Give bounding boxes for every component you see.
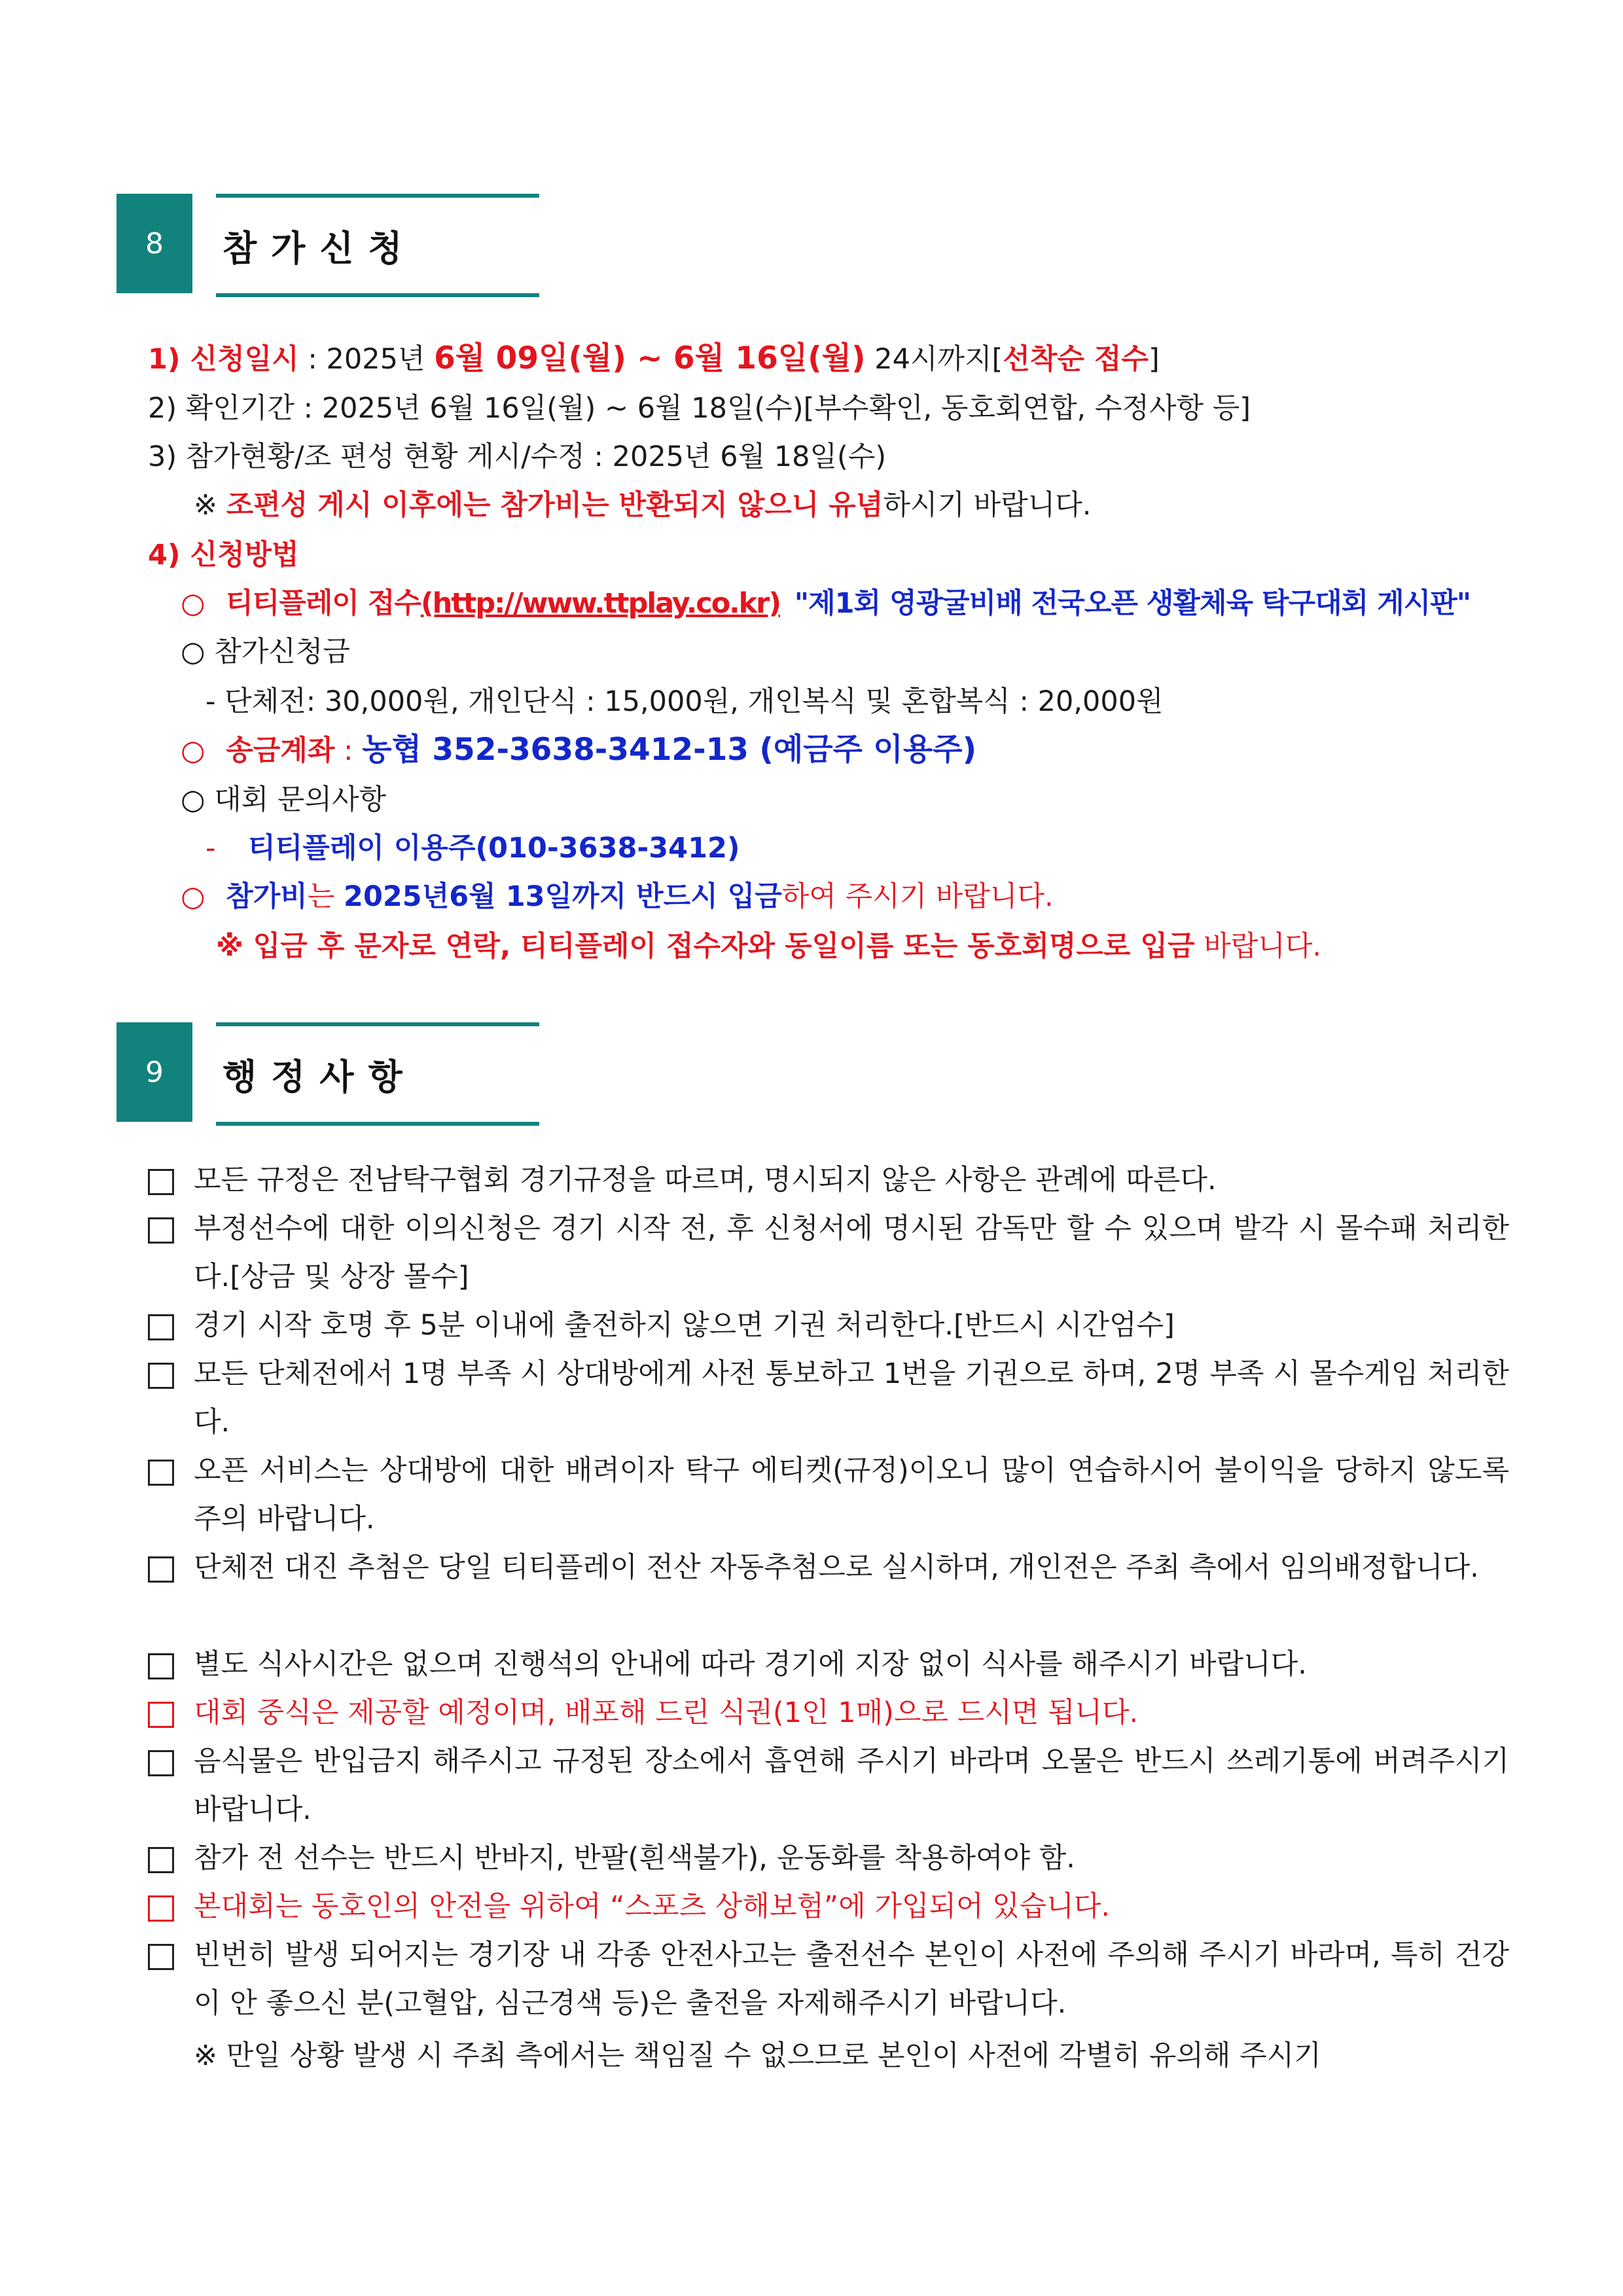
checkbox-icon [148, 1895, 174, 1922]
deposit-date: 2025년6월 13일까지 반드시 입금 [344, 880, 782, 913]
apply-text: 티티플레이 접수 [226, 587, 421, 620]
item-1-first-come: 선착순 접수 [1003, 343, 1149, 376]
deposit-p1: 는 [307, 880, 344, 913]
checkbox-icon [148, 1750, 174, 1776]
bank-account [181, 730, 976, 770]
item-1-tail1: 24시까지[ [865, 343, 1003, 376]
checkbox-icon [148, 1314, 174, 1340]
section-9-header [116, 1022, 542, 1122]
final-note: ※ 만일 상황 발생 시 주최 측에서는 책임질 수 없으므로 본인이 사전에 각별히 유의해 주시기 [194, 2039, 1321, 2072]
refund-notice [194, 486, 1091, 525]
deposit-tail: 하여 주시기 바랍니다. [781, 880, 1054, 913]
apply-bullet: ○ [181, 587, 205, 620]
checkbox-icon [148, 1847, 174, 1873]
deposit-note-text: ※ 입금 후 문자로 연락, 티티플레이 접수자와 동일이름 또는 동호회명으로 입금 [216, 930, 1195, 963]
checkbox-icon [148, 1702, 174, 1728]
admin-item-6: 단체전 대진 추첨은 당일 티티플레이 전산 자동추첨으로 실시하며, 개인전은 주최 측에서 임의배정합니다. [194, 1551, 1479, 1584]
admin-item-7: 별도 식사시간은 없으며 진행석의 안내에 따라 경기에 지장 없이 식사를 해주시기 바랍니다. [194, 1648, 1307, 1681]
apply-board-name: "제1회 영광굴비배 전국오픈 생활체육 탁구대회 게시판" [794, 587, 1471, 620]
account-label: 송금계좌 [226, 734, 335, 767]
checkbox-icon [148, 1556, 174, 1583]
section-8-number: 8 [116, 194, 192, 293]
admin-item-2: 부정선수에 대한 이의신청은 경기 시작 전, 후 신청서에 명시된 감독만 할 수 있으며 발각 시 몰수패 처리한다.[상금 및 상장 몰수] [194, 1212, 1509, 1293]
item-1-tail2: ] [1149, 343, 1160, 376]
item-3-status-posting: 3) 참가현황/조 편성 현황 게시/수정 : 2025년 6월 18일(수) [148, 440, 887, 473]
apply-url-link[interactable]: (http://www.ttplay.co.kr) [420, 587, 781, 620]
checkbox-icon [148, 1944, 174, 1970]
admin-item-4: 모든 단체전에서 1명 부족 시 상대방에게 사전 통보하고 1번을 기권으로 하며, 2명 부족 시 몰수게임 처리한다. [194, 1357, 1509, 1439]
section-9-title-box [216, 1022, 539, 1126]
checkbox-icon [148, 1460, 174, 1486]
item-1-application-period [148, 339, 1160, 379]
section-8-header [116, 194, 542, 293]
inquiry-header: ○ 대회 문의사항 [181, 783, 387, 816]
deposit-note [216, 927, 1321, 966]
item-1-sep: : 2025년 [298, 343, 435, 376]
deposit-deadline [181, 877, 1054, 916]
notice-red-text: 조편성 게시 이후에는 참가비는 반환되지 않으니 유념 [226, 489, 883, 522]
admin-item-11-insurance: 본대회는 동호인의 안전을 위하여 “스포츠 상해보험”에 가입되어 있습니다. [194, 1890, 1111, 1923]
checkbox-icon [148, 1653, 174, 1679]
admin-item-10: 참가 전 선수는 반드시 반바지, 반팔(흰색불가), 운동화를 착용하여야 함. [194, 1842, 1075, 1874]
deposit-label: 참가비 [226, 880, 308, 913]
section-9-number: 9 [116, 1022, 192, 1122]
fee-header: ○ 참가신청금 [181, 636, 350, 668]
notice-tail: 하시기 바랍니다. [883, 489, 1092, 522]
checkbox-icon [148, 1363, 174, 1389]
item-1-date: 6월 09일(월) ~ 6월 16일(월) [434, 340, 866, 376]
account-value: 농협 352-3638-3412-13 (예금주 이용주) [362, 732, 977, 768]
section-8-title: 참가신청 [223, 227, 417, 269]
admin-item-5: 오픈 서비스는 상대방에 대한 배려이자 탁구 에티켓(규정)이오니 많이 연습하시어 불이익을 당하지 않도록 주의 바랍니다. [194, 1454, 1509, 1535]
fee-detail: - 단체전: 30,000원, 개인단식 : 15,000원, 개인복식 및 혼합복식 : 20,000원 [205, 685, 1164, 718]
admin-item-12: 빈번히 발생 되어지는 경기장 내 각종 안전사고는 출전선수 본인이 사전에 주의해 주시기 바라며, 특히 건강이 안 좋으신 분(고혈압, 심근경색 등)은 출전을 자제해주시기 바랍니다. [194, 1939, 1509, 2020]
admin-item-3: 경기 시작 호명 후 5분 이내에 출전하지 않으면 기권 처리한다.[반드시 시간엄수] [194, 1309, 1175, 1342]
checkbox-icon [148, 1217, 174, 1244]
section-8-title-box [216, 194, 539, 297]
admin-item-9: 음식물은 반입금지 해주시고 규정된 장소에서 흡연해 주시기 바라며 오물은 반드시 쓰레기통에 버려주시기 바랍니다. [194, 1745, 1509, 1826]
inquiry-detail [205, 829, 740, 868]
inquiry-dash: - [205, 832, 216, 865]
item-4-method: 4) 신청방법 [148, 539, 299, 571]
section-9-title: 행정사항 [223, 1056, 417, 1098]
item-1-label: 1) 신청일시 [148, 343, 299, 376]
deposit-note-tail: 바랍니다. [1194, 930, 1322, 963]
account-colon: : [334, 734, 363, 767]
item-2-confirmation-period: 2) 확인기간 : 2025년 6월 16일(월) ~ 6월 18일(수)[부수확인, 동호회연합, 수정사항 등] [148, 392, 1251, 425]
admin-item-8-meal: 대회 중식은 제공할 예정이며, 배포해 드린 식권(1인 1매)으로 드시면 됩니다. [194, 1696, 1139, 1729]
account-bullet: ○ [181, 734, 205, 767]
inquiry-contact: 티티플레이 이용주(010-3638-3412) [248, 832, 740, 865]
checkbox-icon [148, 1169, 174, 1195]
apply-ttplay [181, 584, 1471, 623]
notice-mark: ※ [194, 489, 226, 522]
admin-item-1: 모든 규정은 전남탁구협회 경기규정을 따르며, 명시되지 않은 사항은 관례에 따른다. [194, 1164, 1217, 1196]
deposit-bullet: ○ [181, 880, 205, 913]
